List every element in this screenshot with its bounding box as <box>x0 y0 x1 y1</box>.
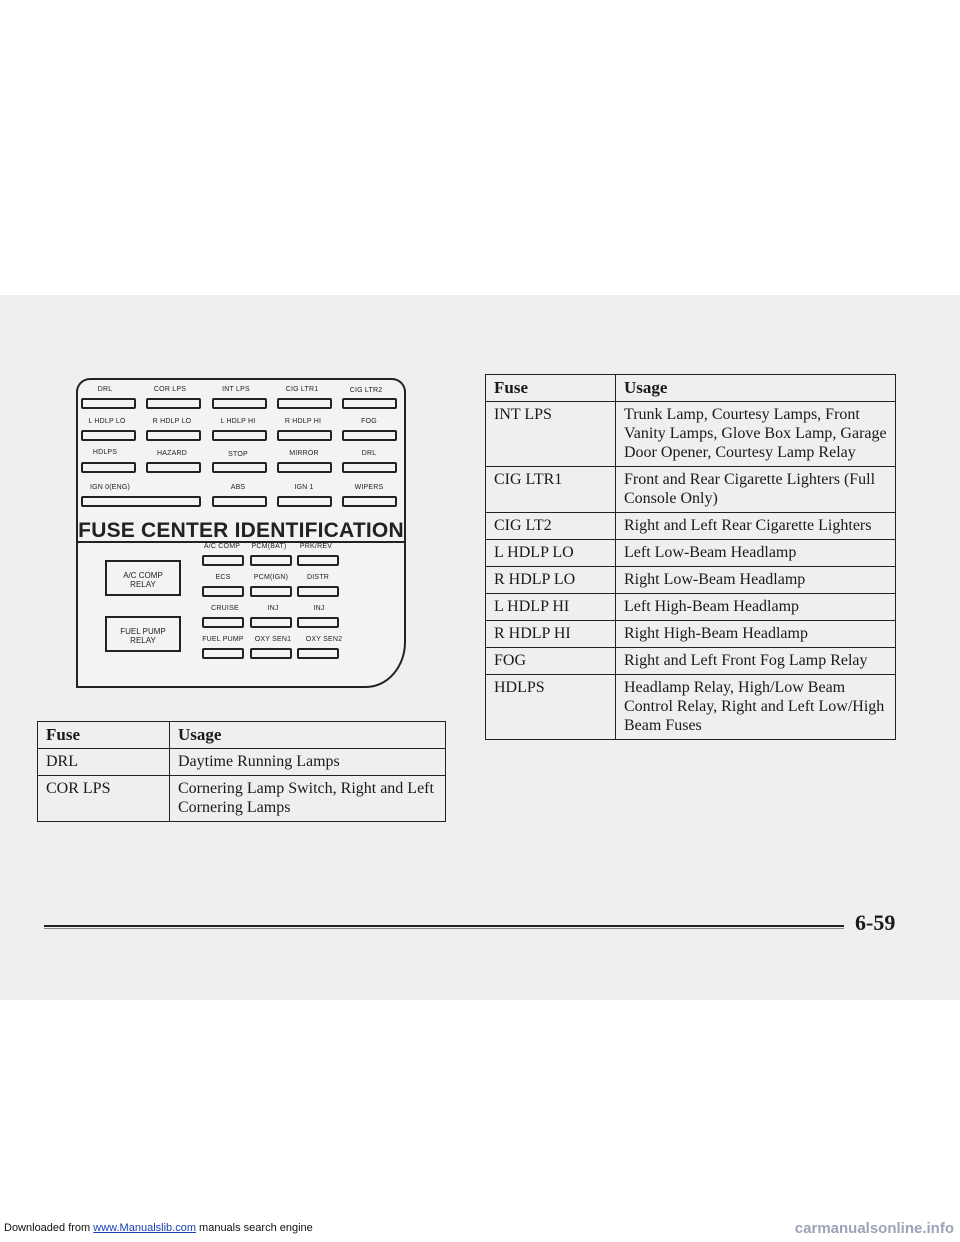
fuse-label: OXY SEN2 <box>305 636 343 643</box>
table-row <box>486 594 896 621</box>
divider <box>78 541 404 543</box>
fuse-cell: FOG <box>486 648 616 675</box>
fuse-label: HAZARD <box>157 450 187 457</box>
watermark: carmanualsonline.info <box>794 1220 954 1237</box>
fuse-slot <box>212 496 267 507</box>
fuse-usage-table-right <box>485 374 896 740</box>
download-note-suffix: manuals search engine <box>195 1222 313 1234</box>
fuse-cell: R HDLP HI <box>486 621 616 648</box>
fuse-label: DRL <box>97 386 113 393</box>
fuse-label: PRK/REV <box>299 543 333 550</box>
fuse-slot <box>202 586 244 597</box>
relay-label: FUEL PUMP <box>120 627 166 636</box>
fuse-slot <box>342 462 397 473</box>
table-header-row <box>38 722 446 749</box>
usage-cell: Cornering Lamp Switch, Right and Left Cornering Lamps <box>170 776 446 822</box>
fuse-slot <box>297 617 339 628</box>
footer-rule-shadow <box>44 928 844 929</box>
fuse-label: R HDLP LO <box>152 418 192 425</box>
fuse-slot-maxi <box>81 496 201 507</box>
fuse-slot <box>202 555 244 566</box>
fuse-cell: INT LPS <box>486 402 616 467</box>
fuse-label: DISTR <box>307 574 329 581</box>
fuse-slot <box>342 430 397 441</box>
fuse-slot <box>297 555 339 566</box>
usage-cell: Trunk Lamp, Courtesy Lamps, Front Vanity Lamps, Glove Box Lamp, Garage Door Opener, Courtesy Lamp Relay <box>616 402 896 467</box>
fuse-label: IGN 0(ENG) <box>89 484 131 491</box>
fuse-label: ECS <box>215 574 231 581</box>
usage-cell: Right Low-Beam Headlamp <box>616 567 896 594</box>
table-row <box>486 513 896 540</box>
usage-cell: Daytime Running Lamps <box>170 749 446 776</box>
table-row <box>486 675 896 740</box>
fuse-label: FUEL PUMP <box>202 636 244 643</box>
fuse-label: STOP <box>228 451 248 458</box>
fuse-center-diagram <box>76 378 406 688</box>
fuse-label: INJ <box>313 605 325 612</box>
fuel-pump-relay <box>105 616 181 652</box>
fuse-slot <box>277 430 332 441</box>
fuse-label: FOG <box>361 418 377 425</box>
fuse-label: R HDLP HI <box>284 418 322 425</box>
fuse-slot <box>342 496 397 507</box>
fuse-slot <box>297 586 339 597</box>
fuse-slot <box>81 398 136 409</box>
fuse-label: INJ <box>267 605 279 612</box>
fuse-cell: CIG LT2 <box>486 513 616 540</box>
table-row <box>486 540 896 567</box>
fuse-slot <box>277 398 332 409</box>
header-usage: Usage <box>616 375 896 402</box>
diagram-title: FUSE CENTER IDENTIFICATION <box>78 519 404 542</box>
fuse-cell: HDLPS <box>486 675 616 740</box>
relay-label: A/C COMP <box>123 571 163 580</box>
fuse-label: A/C COMP <box>203 543 241 550</box>
fuse-label: OXY SEN1 <box>254 636 292 643</box>
fuse-slot <box>297 648 339 659</box>
header-usage: Usage <box>170 722 446 749</box>
fuse-cell: DRL <box>38 749 170 776</box>
manualslib-link[interactable]: www.Manualslib.com <box>93 1222 196 1234</box>
fuse-cell: COR LPS <box>38 776 170 822</box>
usage-cell: Headlamp Relay, High/Low Beam Control Relay, Right and Left Low/High Beam Fuses <box>616 675 896 740</box>
table-row <box>486 467 896 513</box>
fuse-label: ABS <box>230 484 246 491</box>
fuse-label: WIPERS <box>354 484 384 491</box>
fuse-slot <box>212 430 267 441</box>
fuse-slot <box>250 648 292 659</box>
fuse-slot <box>81 462 136 473</box>
fuse-label: INT LPS <box>222 386 250 393</box>
table-row <box>486 621 896 648</box>
fuse-slot <box>202 648 244 659</box>
fuse-label: CIG LTR2 <box>349 387 383 394</box>
fuse-slot <box>202 617 244 628</box>
fuse-label: PCM(BAT) <box>251 543 287 550</box>
fuse-label: COR LPS <box>153 386 187 393</box>
fuse-slot <box>250 617 292 628</box>
fuse-label: HDLPS <box>92 449 118 456</box>
fuse-label: DRL <box>361 450 377 457</box>
usage-cell: Right High-Beam Headlamp <box>616 621 896 648</box>
fuse-slot <box>146 462 201 473</box>
fuse-slot <box>212 398 267 409</box>
download-note-prefix: Downloaded from <box>4 1222 94 1234</box>
fuse-label: L HDLP HI <box>220 418 256 425</box>
fuse-cell: CIG LTR1 <box>486 467 616 513</box>
fuse-slot <box>81 430 136 441</box>
usage-cell: Right and Left Front Fog Lamp Relay <box>616 648 896 675</box>
fuse-slot <box>212 462 267 473</box>
table-row <box>38 749 446 776</box>
fuse-cell: L HDLP HI <box>486 594 616 621</box>
fuse-slot <box>342 398 397 409</box>
fuse-slot <box>250 555 292 566</box>
fuse-label: IGN 1 <box>294 484 314 491</box>
fuse-usage-table-left <box>37 721 446 822</box>
fuse-cell: L HDLP LO <box>486 540 616 567</box>
table-row <box>486 567 896 594</box>
fuse-slot <box>250 586 292 597</box>
usage-cell: Right and Left Rear Cigarette Lighters <box>616 513 896 540</box>
usage-cell: Front and Rear Cigarette Lighters (Full Console Only) <box>616 467 896 513</box>
relay-label: RELAY <box>130 580 156 589</box>
fuse-slot <box>277 496 332 507</box>
footer-rule <box>44 925 844 927</box>
download-note <box>4 1222 313 1234</box>
fuse-label: PCM(IGN) <box>253 574 289 581</box>
table-row <box>486 402 896 467</box>
fuse-slot <box>146 430 201 441</box>
fuse-label: CRUISE <box>211 605 239 612</box>
usage-cell: Left Low-Beam Headlamp <box>616 540 896 567</box>
table-row <box>486 648 896 675</box>
table-header-row <box>486 375 896 402</box>
fuse-label: CIG LTR1 <box>285 386 319 393</box>
usage-cell: Left High-Beam Headlamp <box>616 594 896 621</box>
header-fuse: Fuse <box>38 722 170 749</box>
fuse-slot <box>277 462 332 473</box>
header-fuse: Fuse <box>486 375 616 402</box>
ac-comp-relay <box>105 560 181 596</box>
fuse-label: L HDLP LO <box>88 418 126 425</box>
page-number: 6-59 <box>855 910 896 935</box>
fuse-cell: R HDLP LO <box>486 567 616 594</box>
fuse-label: MIRROR <box>289 450 319 457</box>
table-row <box>38 776 446 822</box>
fuse-slot <box>146 398 201 409</box>
relay-label: RELAY <box>130 636 156 645</box>
